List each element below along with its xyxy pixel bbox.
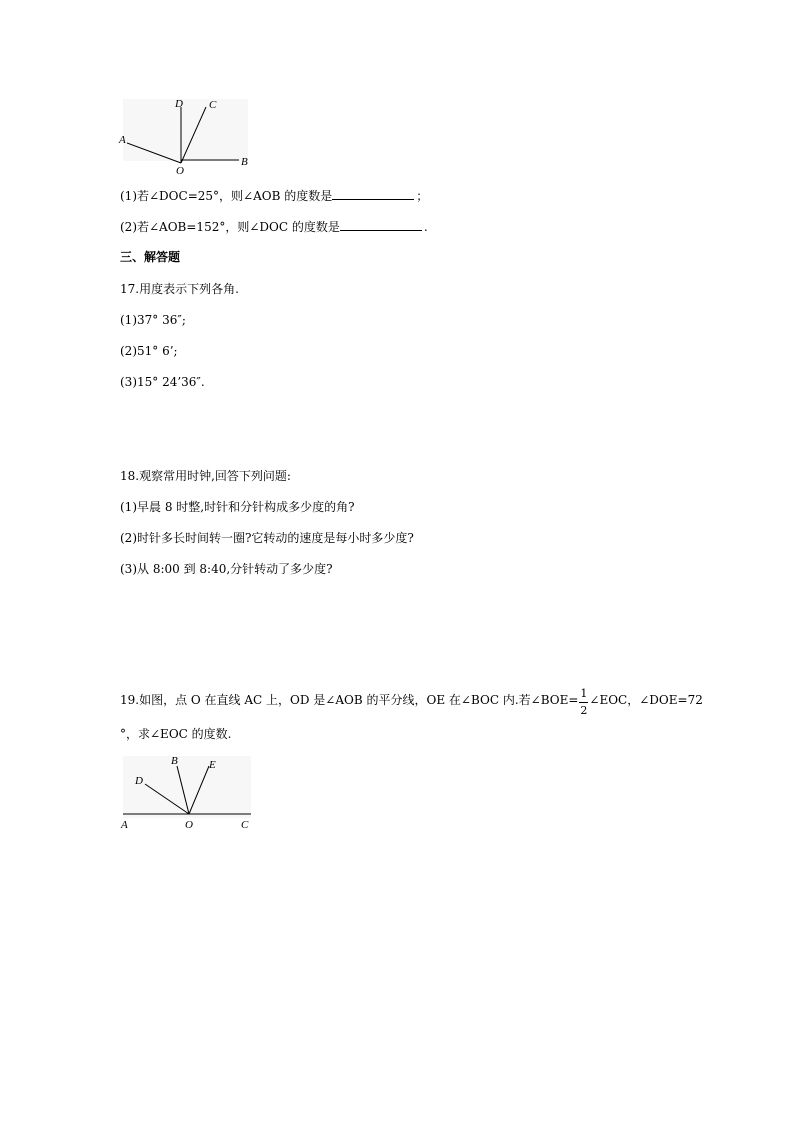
fraction-denominator: 2 bbox=[580, 703, 588, 717]
label-d: D bbox=[135, 775, 143, 787]
label-b: B bbox=[241, 156, 248, 168]
label-o: O bbox=[176, 165, 184, 177]
q19-stem-after: ∠EOC，∠DOE=72 bbox=[589, 693, 703, 707]
q17-item-2: (2)51° 6’; bbox=[120, 344, 178, 358]
q16-part1-text: (1)若∠DOC=25°，则∠AOB 的度数是 bbox=[120, 189, 333, 203]
label-a: A bbox=[119, 134, 126, 146]
q19-stem-line2: °，求∠EOC 的度数. bbox=[120, 727, 232, 741]
label-e: E bbox=[209, 759, 216, 771]
label-c: C bbox=[209, 99, 217, 111]
q19-stem bbox=[120, 686, 703, 717]
q16-part1-suffix: ； bbox=[416, 189, 429, 203]
q17-item-1: (1)37° 36″; bbox=[120, 313, 186, 327]
answer-blank[interactable] bbox=[340, 218, 422, 231]
figure-background bbox=[123, 756, 251, 818]
figure-angles-on-line-ac bbox=[115, 752, 260, 832]
q16-part2-text: (2)若∠AOB=152°，则∠DOC 的度数是 bbox=[120, 220, 340, 234]
label-c: C bbox=[241, 819, 249, 831]
label-d: D bbox=[175, 98, 183, 110]
q18-item-1: (1)早晨 8 时整,时针和分针构成多少度的角? bbox=[120, 500, 355, 514]
q16-part1 bbox=[120, 187, 428, 204]
section-title: 三、解答题 bbox=[120, 250, 181, 264]
figure-angle-aob bbox=[115, 95, 260, 177]
q18-item-2: (2)时针多长时间转一圈?它转动的速度是每小时多少度? bbox=[120, 531, 414, 545]
q16-part2 bbox=[120, 218, 428, 235]
label-b: B bbox=[171, 755, 178, 767]
q17-stem: 17.用度表示下列各角. bbox=[120, 282, 239, 296]
q18-item-3: (3)从 8:00 到 8:40,分针转动了多少度? bbox=[120, 562, 333, 576]
fraction-one-half bbox=[579, 686, 588, 717]
label-a: A bbox=[121, 819, 128, 831]
fraction-numerator: 1 bbox=[580, 686, 588, 700]
q19-stem-before: 19.如图，点 O 在直线 AC 上，OD 是∠AOB 的平分线，OE 在∠BOC 内.若∠BOE= bbox=[120, 693, 579, 707]
q16-part2-suffix: . bbox=[423, 220, 428, 234]
label-o: O bbox=[185, 819, 193, 831]
q17-item-3: (3)15° 24’36″. bbox=[120, 375, 205, 389]
answer-blank[interactable] bbox=[332, 187, 414, 200]
q18-stem: 18.观察常用时钟,回答下列问题: bbox=[120, 469, 291, 483]
